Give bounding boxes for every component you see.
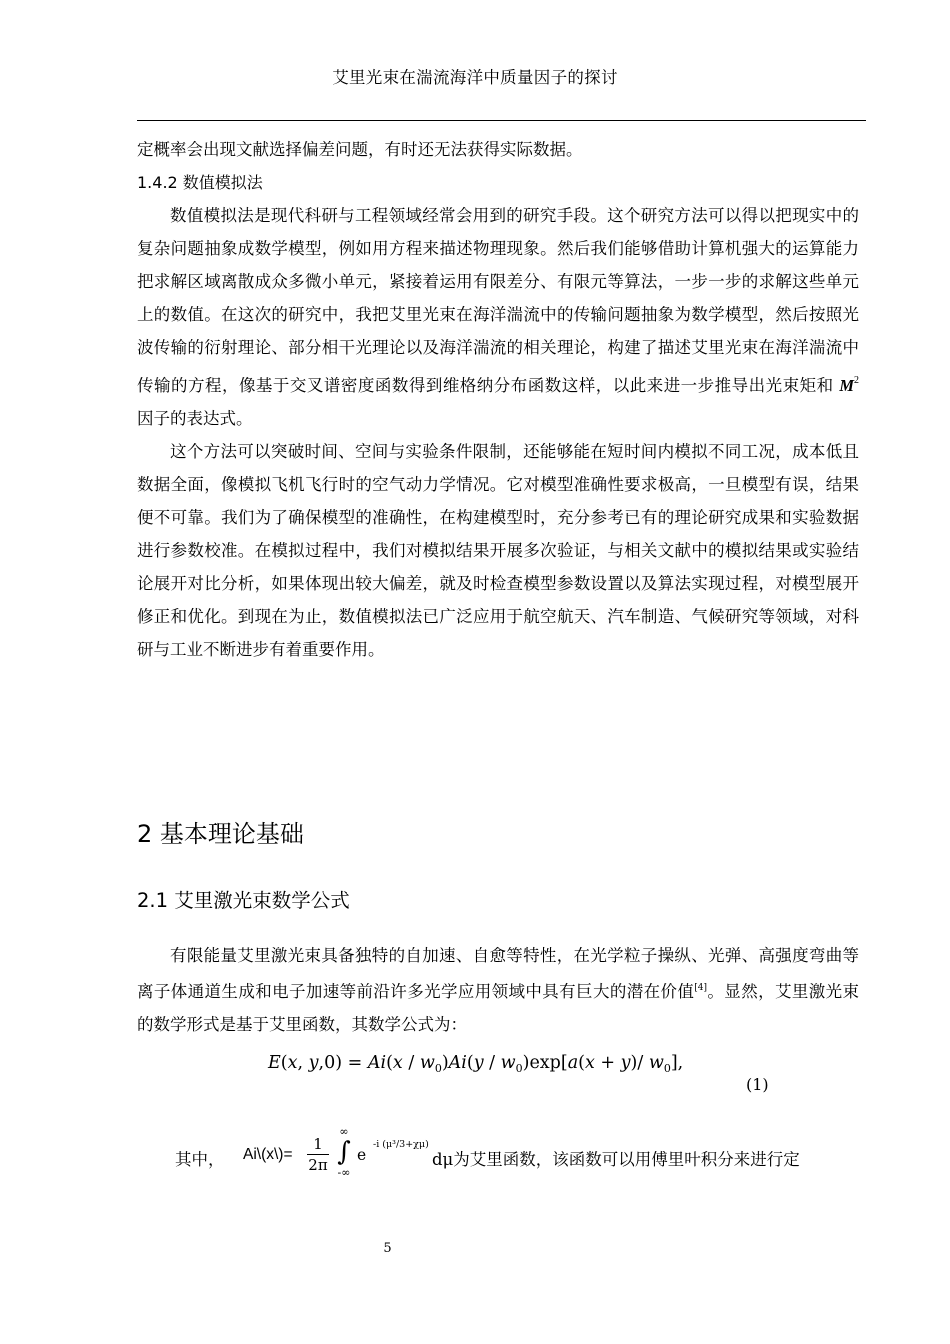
paragraph-text: 数值模拟法是现代科研与工程领域经常会用到的研究手段。这个研究方法可以得以把现实中的复杂问题抽象成数学模型，例如用方程来描述物理现象。然后我们能够借助计算机强大的运算能力把求解区域离散成众多微小单元，紧接着运用有限差分、有限元等算法，一步一步的求解这些单元上的数值。在这次的研究中，我把艾里光束在海洋湍流中的传输问题抽象为数学模型，然后按照光波传输的衍射理论、部分相干光理论以及海洋湍流的相关理论，构建了描述艾里光束在海洋湍流中传输的方程，像基于交叉谱密度函数得到维格纳分布函数这样，以此来进一步推导出光束矩和 [137, 206, 859, 395]
subsection-heading-21: 2.1 艾里激光束数学公式 [137, 889, 350, 912]
m2-factor-symbol: $M^2$ [839, 375, 860, 395]
integral-sign: ∞ ∫ -∞ [337, 1125, 351, 1179]
airy-suffix: dμ为艾里函数，该函数可以用傅里叶积分来进行定 [432, 1150, 800, 1169]
running-header: 艾里光束在湍流海洋中质量因子的探讨 [332, 68, 618, 87]
citation[interactable]: [4] [694, 983, 708, 993]
airy-function-name: Ai\(x\)= [243, 1146, 293, 1163]
body-text-top [137, 133, 859, 666]
section-heading-2: 2 基本理论基础 [137, 820, 304, 848]
paragraph-method-advantages: 这个方法可以突破时间、空间与实验条件限制，还能够能在短时间内模拟不同工况，成本低且数据全面，像模拟飞机飞行时的空气动力学情况。它对模型准确性要求极高，一旦模型有误，结果便不可靠。我们为了确保模型的准确性，在构建模型时，充分参考已有的理论研究成果和实验数据进行参数校准。在模拟过程中，我们对模拟结果开展多次验证，与相关文献中的模拟结果或实验结论展开对比分析，如果体现出较大偏差，就及时检查模型参数设置以及算法实现过程，对模型展开修正和优化。到现在为止，数值模拟法已广泛应用于航空航天、汽车制造、气候研究等领域，对科研与工业不断进步有着重要作用。 [137, 442, 859, 659]
airy-prefix: 其中， [175, 1150, 225, 1169]
equation-1: E(x, $y,0) = Ai(x / w_0)Ai(y / w_0)\exp[a(x + y)/$ $w_0$], [268, 1053, 684, 1075]
airy-function-definition [137, 1125, 859, 1190]
header-rule [137, 120, 866, 121]
fraction: 1 2π [308, 1135, 328, 1174]
subsection-heading-142: 1.4.2 数值模拟法 [137, 173, 263, 192]
paragraph-text: 因子的表达式。 [137, 409, 253, 428]
page-number: 5 [383, 1241, 392, 1256]
paragraph-numerical-sim [137, 199, 859, 435]
exponential-base: e [357, 1146, 367, 1164]
exponent: -i (μ³/3+χμ) [373, 1139, 429, 1150]
paragraph-airy-beam: 有限能量艾里激光束具备独特的自加速、自愈等特性，在光学粒子操纵、光弹、高强度弯曲等离子体通道生成和电子加速等前沿许多光学应用领域中具有巨大的潜在价值[4]。显然，艾里激光束的数学形式是基于艾里函数，其数学公式为： [137, 946, 860, 1034]
equation-number: (1) [746, 1075, 769, 1094]
continued-line: 定概率会出现文献选择偏差问题，有时还无法获得实际数据。 [137, 140, 583, 159]
body-text-airy [137, 939, 859, 1041]
